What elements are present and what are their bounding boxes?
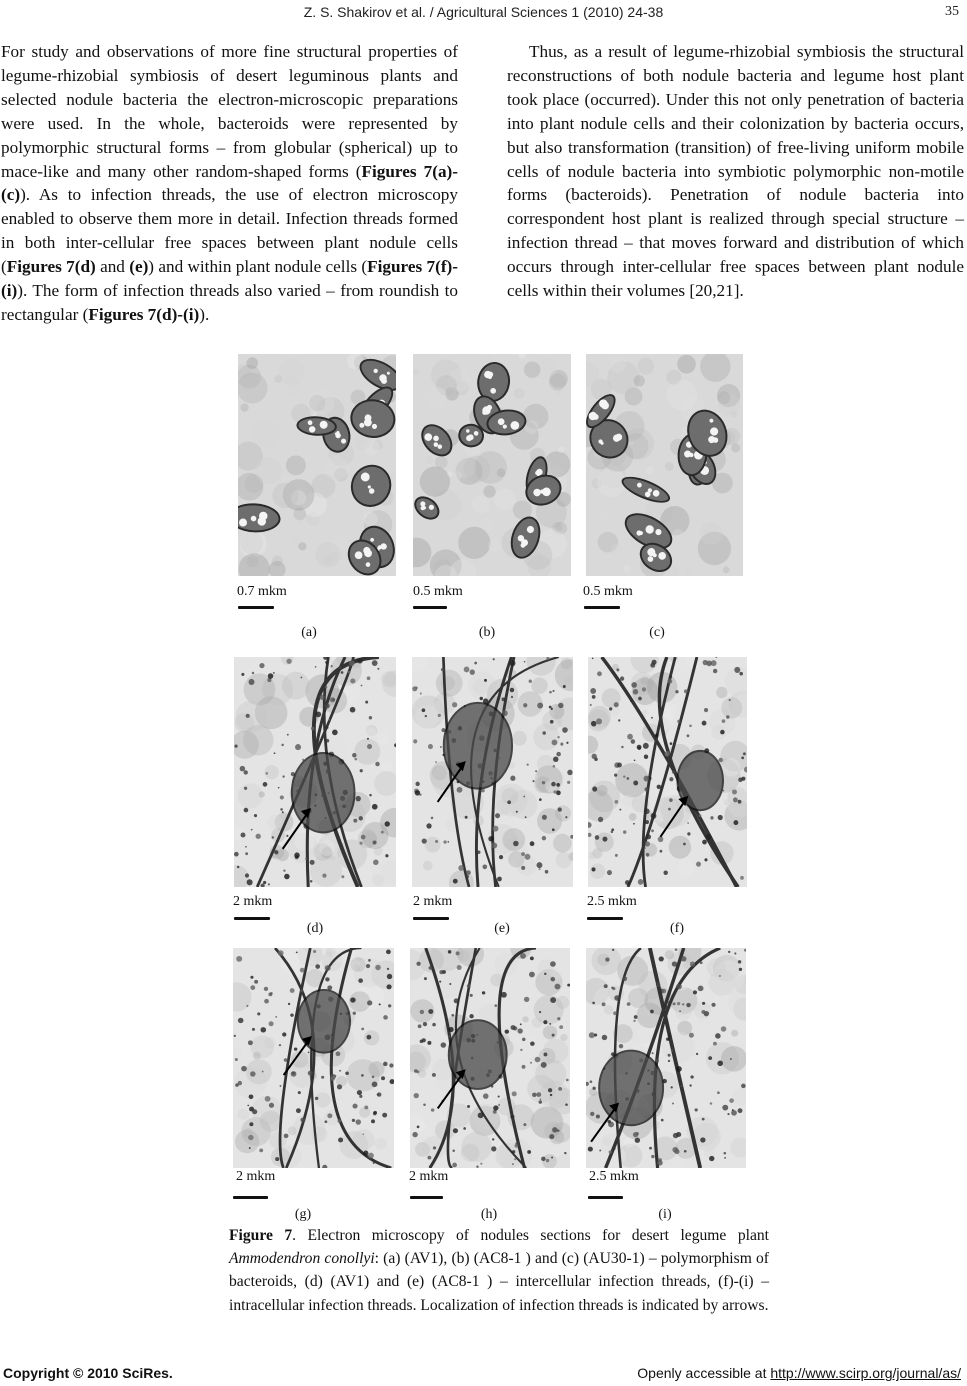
scale-bar-d bbox=[234, 917, 270, 920]
scale-label-b: 0.5 mkm bbox=[413, 584, 463, 599]
figure-caption bbox=[229, 1224, 769, 1317]
scale-bar-h bbox=[410, 1196, 443, 1199]
scale-bar-i bbox=[588, 1196, 623, 1199]
text-run: ) and within plant nodule cells ( bbox=[148, 257, 368, 277]
scale-label-d: 2 mkm bbox=[233, 894, 273, 909]
scale-label-c: 0.5 mkm bbox=[583, 584, 633, 599]
scale-bar-b bbox=[413, 606, 447, 609]
footer-access-prefix: Openly accessible at bbox=[637, 1365, 771, 1381]
micrograph-image bbox=[586, 354, 743, 576]
micrograph-panel-e bbox=[412, 657, 573, 887]
right-text-column: Thus, as a result of legume-rhizobial symbiosis the structural reconstructions of both nodule bacteria and legume host plant took place (occurred). Under this not only penetration of bacteria into plant nodule cells and their colonization by bacteria occurs, but also transformation (transition) of free-living uniform mobile cells of nodule bacteria into symbiotic polymorphic non-motile forms (bacteroids). Penetration of nodule bacteria into correspondent host plant is realized through special structure – infection thread – that moves forward and distribution of which occurs through inter-cellular free spaces between plant nodule cells within their volumes [20,21]. bbox=[507, 42, 964, 301]
footer-copyright: Copyright © 2010 SciRes. bbox=[3, 1365, 173, 1381]
arrow-icon bbox=[591, 1103, 619, 1142]
left-text-column bbox=[1, 40, 458, 327]
arrow-icon bbox=[438, 761, 466, 802]
scale-bar-e bbox=[413, 917, 449, 920]
page-number: 35 bbox=[945, 4, 959, 19]
micrograph-panel-b bbox=[413, 354, 571, 576]
running-header: Z. S. Shakirov et al. / Agricultural Sciences 1 (2010) 24-38 bbox=[303, 4, 664, 20]
figure-reference: Figures 7(d)-(i) bbox=[88, 304, 200, 324]
panel-label-a: (a) bbox=[301, 625, 317, 640]
figure-reference: Figures 7(f)-(i) bbox=[1, 257, 458, 301]
micrograph-image bbox=[233, 948, 394, 1168]
arrow-icon bbox=[284, 1036, 312, 1075]
footer-access bbox=[637, 1365, 961, 1381]
micrograph-panel-g bbox=[233, 948, 394, 1168]
panel-label-i: (i) bbox=[658, 1207, 672, 1222]
micrograph-image bbox=[238, 354, 396, 576]
panel-label-h: (h) bbox=[480, 1207, 498, 1222]
scale-label-f: 2.5 mkm bbox=[587, 894, 637, 909]
figure-reference: Figures 7(a)-(c) bbox=[1, 161, 459, 205]
micrograph-panel-h bbox=[410, 948, 570, 1168]
text-run: For study and observations of more fine structural properties of legume-rhizobial symbiosis of desert leguminous plants and selected nodule bacteria the electron-microscopic preparations were used. In the whole, bacteroids were represented by polymorphic structural forms – from globular (spherical) up to mace-like and many other random-shaped forms ( bbox=[1, 42, 458, 181]
caption-text: : (a) (AV1), (b) (AC8-1 ) and (c) (AU30-1) – polymorphism of bacteroids, (d) (AV1) and (e) (AC8-1 ) – intercellular infection threads, (f)-(i) – intracellular infection threads. Localization of infection threads is indicated by arrows. bbox=[229, 1250, 769, 1314]
micrograph-panel-a bbox=[238, 354, 396, 576]
micrograph-panel-d bbox=[234, 657, 396, 887]
text-run: ). The form of infection threads also varied – from roundish to rectangular ( bbox=[1, 281, 458, 324]
scale-label-e: 2 mkm bbox=[413, 894, 453, 909]
micrograph-panel-c bbox=[586, 354, 743, 576]
scale-bar-g bbox=[233, 1196, 268, 1199]
arrow-icon bbox=[283, 808, 311, 849]
panel-label-f: (f) bbox=[670, 921, 684, 936]
micrograph-image bbox=[412, 657, 573, 887]
scale-label-a: 0.7 mkm bbox=[237, 584, 287, 599]
scale-bar-f bbox=[587, 917, 623, 920]
arrow-icon bbox=[660, 796, 688, 837]
caption-text: . Electron microscopy of nodules sections for desert legume plant bbox=[292, 1227, 769, 1244]
panel-label-e: (e) bbox=[494, 921, 510, 936]
arrow-icon bbox=[438, 1069, 466, 1108]
figure-reference: (e) bbox=[129, 257, 149, 277]
scale-bar-c bbox=[584, 606, 620, 609]
scale-label-g: 2 mkm bbox=[236, 1169, 276, 1184]
text-run: ). As to infection threads, the use of electron microscopy enabled to observe them more in detail. Infection threads formed in both inter-cellular free spaces between plant nodule cells ( bbox=[1, 185, 458, 277]
caption-label: Figure 7 bbox=[229, 1227, 293, 1244]
scale-bar-a bbox=[238, 606, 274, 609]
figure-reference: Figures 7(d) bbox=[6, 257, 96, 277]
text-run: ). bbox=[199, 304, 210, 324]
micrograph-image bbox=[234, 657, 396, 887]
species-name: Ammodendron conollyi bbox=[229, 1250, 375, 1268]
panel-label-b: (b) bbox=[478, 625, 496, 640]
micrograph-image bbox=[586, 948, 746, 1168]
panel-label-g: (g) bbox=[294, 1207, 312, 1222]
micrograph-panel-i bbox=[586, 948, 746, 1168]
panel-label-d: (d) bbox=[306, 921, 324, 936]
scale-label-i: 2.5 mkm bbox=[589, 1169, 639, 1184]
text-run: and bbox=[95, 257, 130, 277]
panel-label-c: (c) bbox=[649, 625, 665, 640]
journal-link[interactable]: http://www.scirp.org/journal/as/ bbox=[770, 1365, 961, 1381]
micrograph-image bbox=[410, 948, 570, 1168]
micrograph-image bbox=[413, 354, 571, 576]
micrograph-image bbox=[588, 657, 747, 887]
scale-label-h: 2 mkm bbox=[409, 1169, 449, 1184]
micrograph-panel-f bbox=[588, 657, 747, 887]
